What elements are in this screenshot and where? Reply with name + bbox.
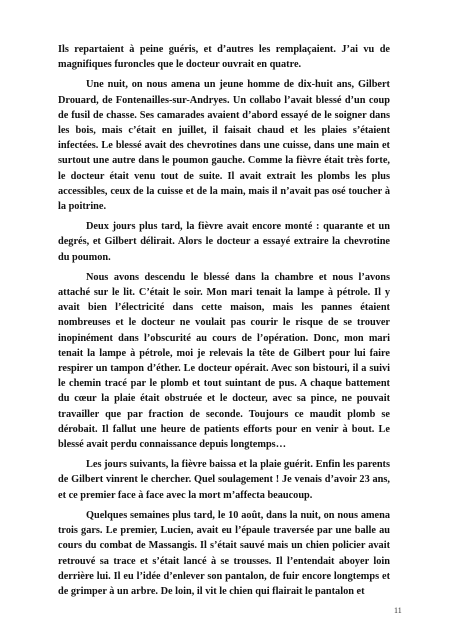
paragraph-1: Ils repartaient à peine guéris, et d’autres les remplaçaient. J’ai vu de magnifiques furoncles que le docteur ouvrait en quatre. <box>58 44 390 71</box>
paragraph-3: Deux jours plus tard, la fièvre avait encore monté : quarante et un degrés, et Gilbert délirait. Alors le docteur a essayé extraire la chevrotine du poumon. <box>58 221 390 263</box>
body-text <box>58 42 390 604</box>
paragraph-4: Nous avons descendu le blessé dans la chambre et nous l’avons attaché sur le lit. C’était le soir. Mon mari tenait la lampe à pétrole. Il y avait bien l’électricité dans cette maison, mais les pannes étaient nombreuses et le docteur ne voulait pas courir le risque de se trouver inopinément dans l’obscurité au cours de l’opération. Donc, mon mari tenait la lampe à pétrole, moi je relevais la tête de Gilbert pour lui faire respirer un tampon d’éther. Le docteur opérait. Avec son bistouri, il a suivi le chemin tracé par le plomb et tout suintant de pus. A chaque battement du cœur la plaie était obstruée et le docteur, avec sa pince, ne pouvait travailler que par fraction de seconde. Toujours ce maudit plomb se dérobait. Il fallut une heure de patients efforts pour en venir à bout. Le blessé avait perdu connaissance depuis longtemps… <box>58 271 390 451</box>
paragraph-6: Quelques semaines plus tard, le 10 août, dans la nuit, on nous amena trois gars. Le premier, Lucien, avait eu l’épaule traversée par une balle au cours du combat de Massangis. Il s’était sauvé mais un chien policier avait retrouvé sa trace et s’était lancé à se trousses. Il l’entendait aboyer loin derrière lui. Il eu l’idée d’enlever son pantalon, de fuir encore longtemps et de grimper à un arbre. De loin, il vit le chien qui flairait le pantalon et <box>58 509 390 597</box>
paragraph-5: Les jours suivants, la fièvre baissa et la plaie guérit. Enfin les parents de Gilbert vinrent le chercher. Quel soulagement ! Je venais d’avoir 23 ans, et ce premier face à face avec la mort m’affecta beaucoup. <box>58 459 390 501</box>
page-number: 11 <box>394 606 402 615</box>
paragraph-2: Une nuit, on nous amena un jeune homme de dix-huit ans, Gilbert Drouard, de Fontenailles-sur-Andryes. Un collabo l’avait blessé d’un coup de fusil de chasse. Ses camarades avaient d’abord essayé de le soigner dans les bois, mais c’était en juillet, il faisait chaud et les plaies s’étaient infectées. Le blessé avait des chevrotines dans une cuisse, dans une main et surtout une autre dans le poumon gauche. Comme la fièvre était très forte, le docteur était venu tout de suite. Il avait extrait les plombs les plus accessibles, ceux de la cuisse et de la main, mais il n’avait pas osé toucher à la poitrine. <box>58 79 390 213</box>
